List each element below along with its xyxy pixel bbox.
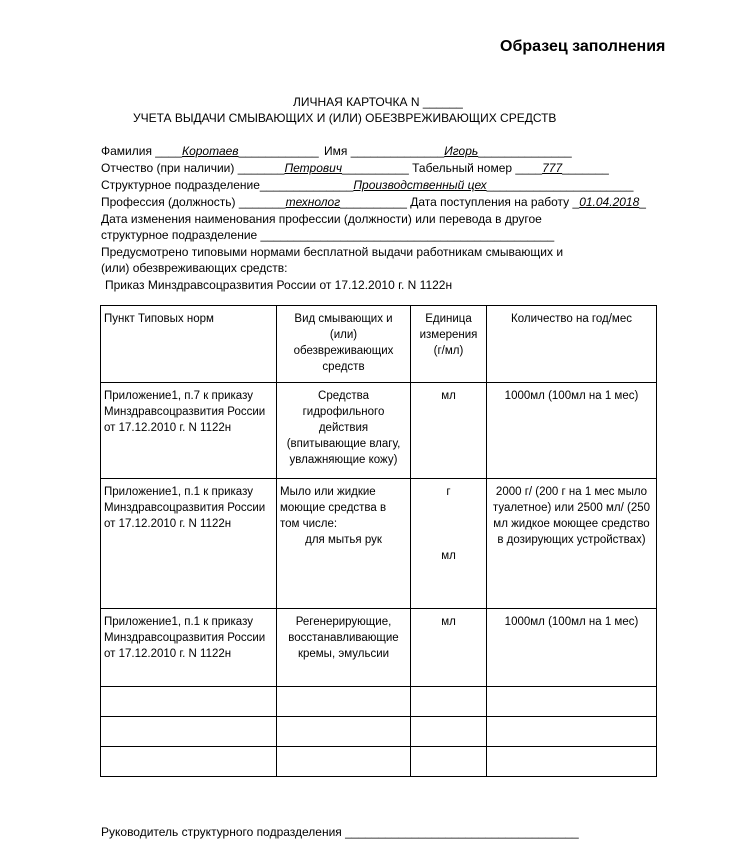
order-line: Приказ Минздравсоцразвития России от 17.12.2010 г. N 1122н <box>105 278 453 292</box>
cell-norm: Приложение1, п.1 к приказу Минздравсоцразвития России от 17.12.2010 г. N 1122н <box>101 479 277 609</box>
cell-unit: мл <box>411 609 487 687</box>
profession-line <box>101 195 646 209</box>
tab-number-label: Табельный номер <box>412 161 513 175</box>
table-empty-row <box>101 717 657 747</box>
change-line-2: структурное подразделение ____________________________________________ <box>101 228 555 242</box>
table-empty-row <box>101 747 657 777</box>
start-date-field: _01.04.2018_ <box>572 195 646 209</box>
table-header-row <box>101 306 657 383</box>
name-label: Имя <box>324 144 348 158</box>
profession-field: _______технолог__________ <box>238 195 407 209</box>
table-row <box>101 383 657 479</box>
change-line-1: Дата изменения наименования профессии (должности) или перевода в другое <box>101 212 542 226</box>
table-row <box>101 609 657 687</box>
card-title: ЛИЧНАЯ КАРТОЧКА N ______ <box>293 95 463 109</box>
cell-norm: Приложение1, п.1 к приказу Минздравсоцразвития России от 17.12.2010 г. N 1122н <box>101 609 277 687</box>
division-line <box>101 178 633 192</box>
profession-label: Профессия (должность) <box>101 195 236 209</box>
cell-type: Регенерирующие, восстанавливающие кремы, эмульсии <box>277 609 411 687</box>
header-amount: Количество на год/мес <box>487 306 657 383</box>
provided-line-2: (или) обезвреживающих средств: <box>101 261 288 275</box>
card-subtitle: УЧЕТА ВЫДАЧИ СМЫВАЮЩИХ И (ИЛИ) ОБЕЗВРЕЖИВАЮЩИХ СРЕДСТВ <box>133 111 557 125</box>
header-unit: Единица измерения (г/мл) <box>411 306 487 383</box>
norms-table <box>100 305 657 777</box>
cell-unit-a: г <box>446 486 451 498</box>
cell-unit <box>411 479 487 609</box>
surname-name-line <box>101 144 572 158</box>
cell-amount: 2000 г/ (200 г на 1 мес мыло туалетное) или 2500 мл/ (250 мл жидкое моющее средство в дозирующих устройствах) <box>487 479 657 609</box>
table-empty-row <box>101 687 657 717</box>
table-row <box>101 479 657 609</box>
surname-field: ____Коротаев____________ <box>155 144 319 158</box>
cell-amount: 1000мл (100мл на 1 мес) <box>487 383 657 479</box>
start-date-label: Дата поступления на работу <box>410 195 570 209</box>
patronymic-field: _______Петрович__________ <box>237 161 409 175</box>
cell-unit-b: мл <box>441 550 456 562</box>
cell-norm: Приложение1, п.7 к приказу Минздравсоцразвития России от 17.12.2010 г. N 1122н <box>101 383 277 479</box>
provided-line-1: Предусмотрено типовыми нормами бесплатной выдачи работникам смывающих и <box>101 245 564 259</box>
division-label: Структурное подразделение <box>101 178 260 192</box>
surname-label: Фамилия <box>101 144 152 158</box>
cell-type <box>277 479 411 609</box>
tab-number-field: ____777_______ <box>515 161 609 175</box>
cell-type-sub: для мытья рук <box>305 534 382 546</box>
header-type: Вид смывающих и (или) обезвреживающих средств <box>277 306 411 383</box>
cell-unit: мл <box>411 383 487 479</box>
division-field: ______________Производственный цех______________________ <box>259 178 634 192</box>
patronymic-line <box>101 161 609 175</box>
sample-title: Образец заполнения <box>500 38 666 55</box>
cell-amount: 1000мл (100мл на 1 мес) <box>487 609 657 687</box>
name-field: ______________Игорь______________ <box>350 144 572 158</box>
cell-type-main: Мыло или жидкие моющие средства в том числе: <box>280 486 387 530</box>
signature-line: Руководитель структурного подразделения ___________________________________ <box>101 825 579 839</box>
patronymic-label: Отчество (при наличии) <box>101 161 235 175</box>
header-norm: Пункт Типовых норм <box>101 306 277 383</box>
cell-type: Средства гидрофильного действия (впитывающие влагу, увлажняющие кожу) <box>277 383 411 479</box>
